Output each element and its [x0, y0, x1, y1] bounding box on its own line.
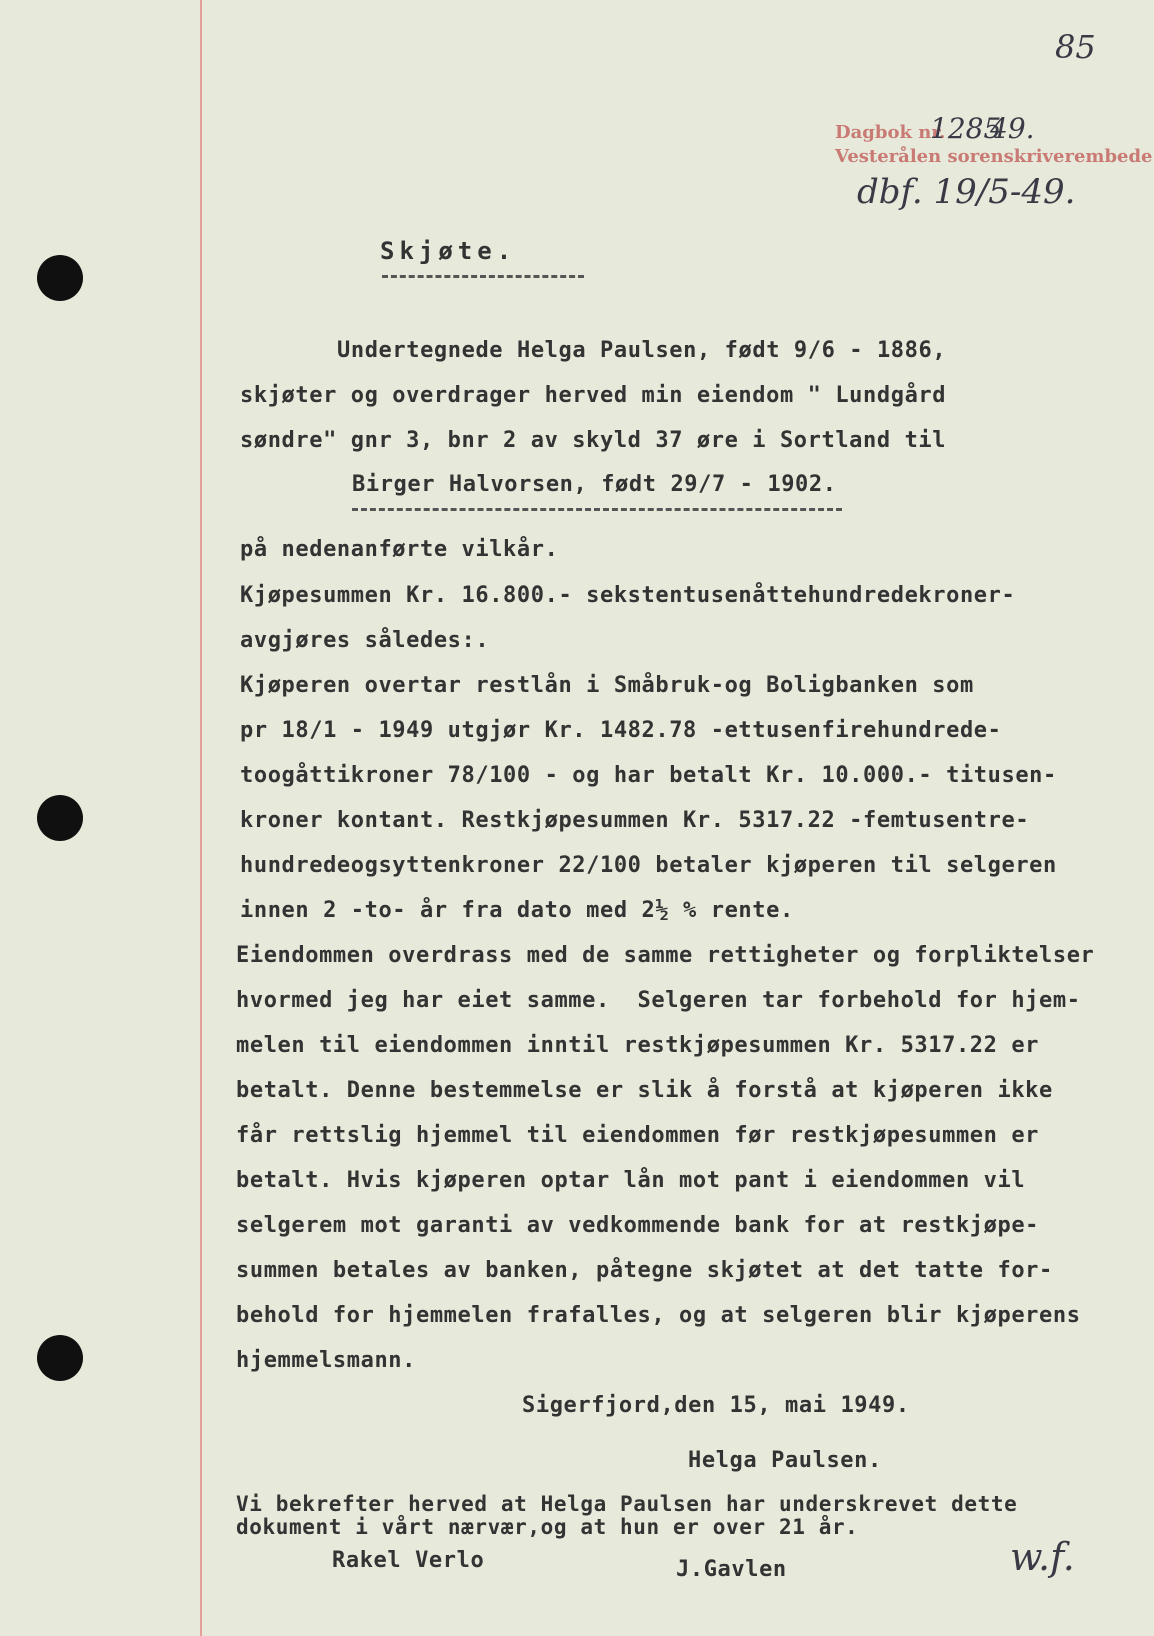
body-line: betalt. Hvis kjøperen optar lån mot pant i eiendommen vil — [236, 1168, 1026, 1193]
witness-statement-line: dokument i vårt nærvær,og at hun er over 21 år. — [236, 1515, 859, 1539]
document-title: Skjøte. — [380, 237, 517, 265]
body-line: melen til eiendommen inntil restkjøpesummen Kr. 5317.22 er — [236, 1033, 1040, 1058]
body-line: får rettslig hjemmel til eiendommen før restkjøpesummen er — [236, 1123, 1040, 1148]
body-line: Kjøperen overtar restlån i Småbruk-og Boligbanken som — [240, 673, 974, 698]
body-line: kroner kontant. Restkjøpesummen Kr. 5317.22 -femtusentre- — [240, 808, 1030, 833]
body-line: selgerem mot garanti av vedkommende bank for at restkjøpe- — [236, 1213, 1040, 1238]
handwritten-initials: w.f. — [1010, 1535, 1075, 1579]
body-line: hjemmelsmann. — [236, 1348, 416, 1373]
body-line: summen betales av banken, påtegne skjøtet at det tatte for- — [236, 1258, 1053, 1283]
witness-name: J.Gavlen — [676, 1557, 787, 1582]
punch-hole — [37, 1335, 83, 1381]
body-line: pr 18/1 - 1949 utgjør Kr. 1482.78 -ettusenfirehundrede- — [240, 718, 1002, 743]
seller-signature: Helga Paulsen. — [688, 1448, 882, 1473]
stamp-line-1: Dagbok nr. — [835, 122, 946, 143]
body-line: hundredeogsyttenkroner 22/100 betaler kjøperen til selgeren — [240, 853, 1057, 878]
body-line: Undertegnede Helga Paulsen, født 9/6 - 1886, — [337, 338, 947, 363]
body-line: søndre" gnr 3, bnr 2 av skyld 37 øre i Sortland til — [240, 428, 947, 453]
margin-line — [200, 0, 202, 1636]
body-line: betalt. Denne bestemmelse er slik å forstå at kjøperen ikke — [236, 1078, 1053, 1103]
buyer-underline — [352, 508, 842, 511]
title-underline — [382, 275, 584, 278]
witness-name: Rakel Verlo — [332, 1548, 485, 1573]
body-line: toogåttikroner 78/100 - og har betalt Kr. 10.000.- titusen- — [240, 763, 1057, 788]
registration-note: dbf. 19/5-49. — [857, 172, 1076, 212]
punch-hole — [37, 255, 83, 301]
witness-statement-line: Vi bekrefter herved at Helga Paulsen har underskrevet dette — [236, 1492, 1018, 1516]
stamp-number: 1285 — [930, 112, 1002, 145]
body-line: behold for hjemmelen frafalles, og at selgeren blir kjøperens — [236, 1303, 1081, 1328]
body-line: skjøter og overdrager herved min eiendom " Lundgård — [240, 383, 947, 408]
place-date: Sigerfjord,den 15, mai 1949. — [522, 1393, 910, 1418]
body-line: på nedenanførte vilkår. — [240, 537, 559, 562]
body-line: hvormed jeg har eiet samme. Selgeren tar forbehold for hjem- — [236, 988, 1081, 1013]
stamp-year: 49. — [990, 112, 1035, 145]
page-number: 85 — [1055, 28, 1096, 66]
stamp-line-2: Vesterålen sorenskriverembede — [835, 146, 1153, 167]
punch-hole — [37, 795, 83, 841]
body-line: innen 2 -to- år fra dato med 2½ % rente. — [240, 898, 794, 923]
body-line: Birger Halvorsen, født 29/7 - 1902. — [352, 472, 837, 497]
body-line: avgjøres således:. — [240, 628, 490, 653]
body-line: Eiendommen overdrass med de samme rettigheter og forpliktelser — [236, 943, 1095, 968]
body-line: Kjøpesummen Kr. 16.800.- sekstentusenåttehundredekroner- — [240, 583, 1016, 608]
